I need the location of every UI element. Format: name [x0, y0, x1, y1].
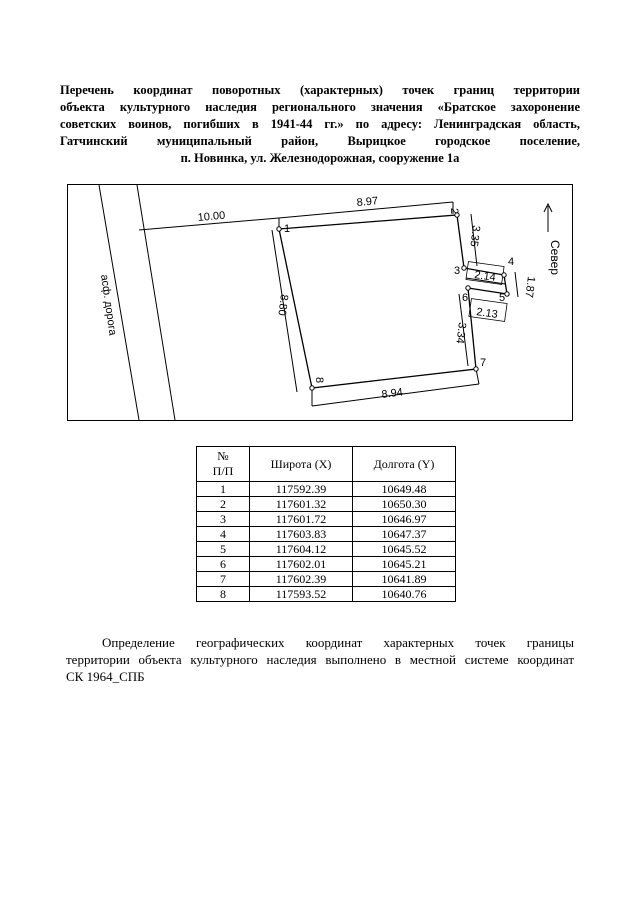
dim-notch-upper: 2.14 — [473, 269, 497, 284]
table-row — [197, 542, 456, 557]
cell-num: 5 — [197, 542, 250, 557]
cell-lat: 117603.83 — [250, 527, 353, 542]
cell-num: 1 — [197, 482, 250, 497]
dim-notch-lower: 2.13 — [475, 306, 499, 321]
title-line-2: объекта культурного наследия регионального значения «Братское захоронение — [60, 100, 580, 114]
footer-line-3: СК 1964_СПБ — [66, 669, 145, 684]
cell-lat: 117601.72 — [250, 512, 353, 527]
site-plan — [67, 184, 573, 421]
coordinates-table — [196, 446, 456, 602]
table-row — [197, 497, 456, 512]
title-line-4: Гатчинский муниципальный район, Вырицкое городское поселение, — [60, 134, 580, 148]
dim-bottom: 8.94 — [380, 386, 404, 401]
point-label-4: 4 — [508, 256, 515, 268]
table-row — [197, 482, 456, 497]
table-row — [197, 572, 456, 587]
point-label-5: 5 — [499, 292, 506, 304]
cell-lat: 117592.39 — [250, 482, 353, 497]
table-row — [197, 527, 456, 542]
point-marker-5 — [505, 292, 509, 296]
point-label-3: 3 — [454, 265, 461, 277]
point-label-6: 6 — [462, 292, 469, 304]
footer-line-1: Определение географических координат характерных точек границы — [102, 635, 574, 650]
cell-num: 7 — [197, 572, 250, 587]
footer-note — [66, 634, 574, 685]
cell-lat: 117604.12 — [250, 542, 353, 557]
point-label-2: 2 — [448, 208, 460, 215]
cell-num: 3 — [197, 512, 250, 527]
cell-lon: 10646.97 — [353, 512, 456, 527]
title-line-5: п. Новинка, ул. Железнодорожная, сооружение 1а — [180, 151, 460, 165]
road-label: асф. дорога — [98, 273, 119, 337]
site-plan-drawing — [67, 184, 573, 421]
dim-top-road: 10.00 — [197, 209, 226, 224]
point-marker-3 — [462, 266, 466, 270]
point-marker-6 — [466, 286, 470, 290]
cell-lon: 10640.76 — [353, 587, 456, 602]
cell-lon: 10645.52 — [353, 542, 456, 557]
cell-lon: 10641.89 — [353, 572, 456, 587]
point-marker-8 — [310, 386, 314, 390]
point-label-7: 7 — [480, 357, 487, 369]
dim-right-upper: 3.35 — [467, 224, 482, 248]
cell-num: 4 — [197, 527, 250, 542]
cell-lat: 117593.52 — [250, 587, 353, 602]
col-num-header — [197, 447, 250, 482]
col-num-header-line1: № — [217, 449, 229, 463]
cell-num: 6 — [197, 557, 250, 572]
dim-right-lower: 3.34 — [453, 321, 468, 345]
notch-right-dimension-line — [515, 272, 518, 297]
col-lat-header: Широта (X) — [250, 447, 353, 482]
title-line-3: советских воинов, погибших в 1941-44 гг.» по адресу: Ленинградская область, — [60, 117, 580, 131]
cell-lat: 117602.39 — [250, 572, 353, 587]
cell-num: 2 — [197, 497, 250, 512]
table-row — [197, 557, 456, 572]
title-line-1: Перечень координат поворотных (характерных) точек границ территории — [60, 83, 580, 97]
point-marker-7 — [474, 367, 478, 371]
dim-top: 8.97 — [356, 195, 379, 209]
table-row — [197, 512, 456, 527]
col-lon-header: Долгота (Y) — [353, 447, 456, 482]
cell-lon: 10649.48 — [353, 482, 456, 497]
point-label-1: 1 — [284, 223, 291, 235]
table-row — [197, 587, 456, 602]
cell-lat: 117602.01 — [250, 557, 353, 572]
col-num-header-line2: П/П — [212, 464, 234, 478]
dim-left: 8.80 — [275, 293, 290, 317]
road-edge-right — [137, 185, 175, 420]
point-marker-1 — [277, 227, 281, 231]
cell-lon: 10645.21 — [353, 557, 456, 572]
footer-line-2: территории объекта культурного наследия выполнено в местной системе координат — [66, 652, 574, 667]
cell-lon: 10647.37 — [353, 527, 456, 542]
cell-lat: 117601.32 — [250, 497, 353, 512]
point-marker-4 — [502, 273, 506, 277]
dim-notch-right: 1.87 — [522, 275, 537, 299]
document-title — [60, 82, 580, 167]
cell-num: 8 — [197, 587, 250, 602]
cell-lon: 10650.30 — [353, 497, 456, 512]
point-label-8: 8 — [313, 377, 325, 384]
north-label: Север — [548, 240, 562, 275]
table-header-row — [197, 447, 456, 482]
